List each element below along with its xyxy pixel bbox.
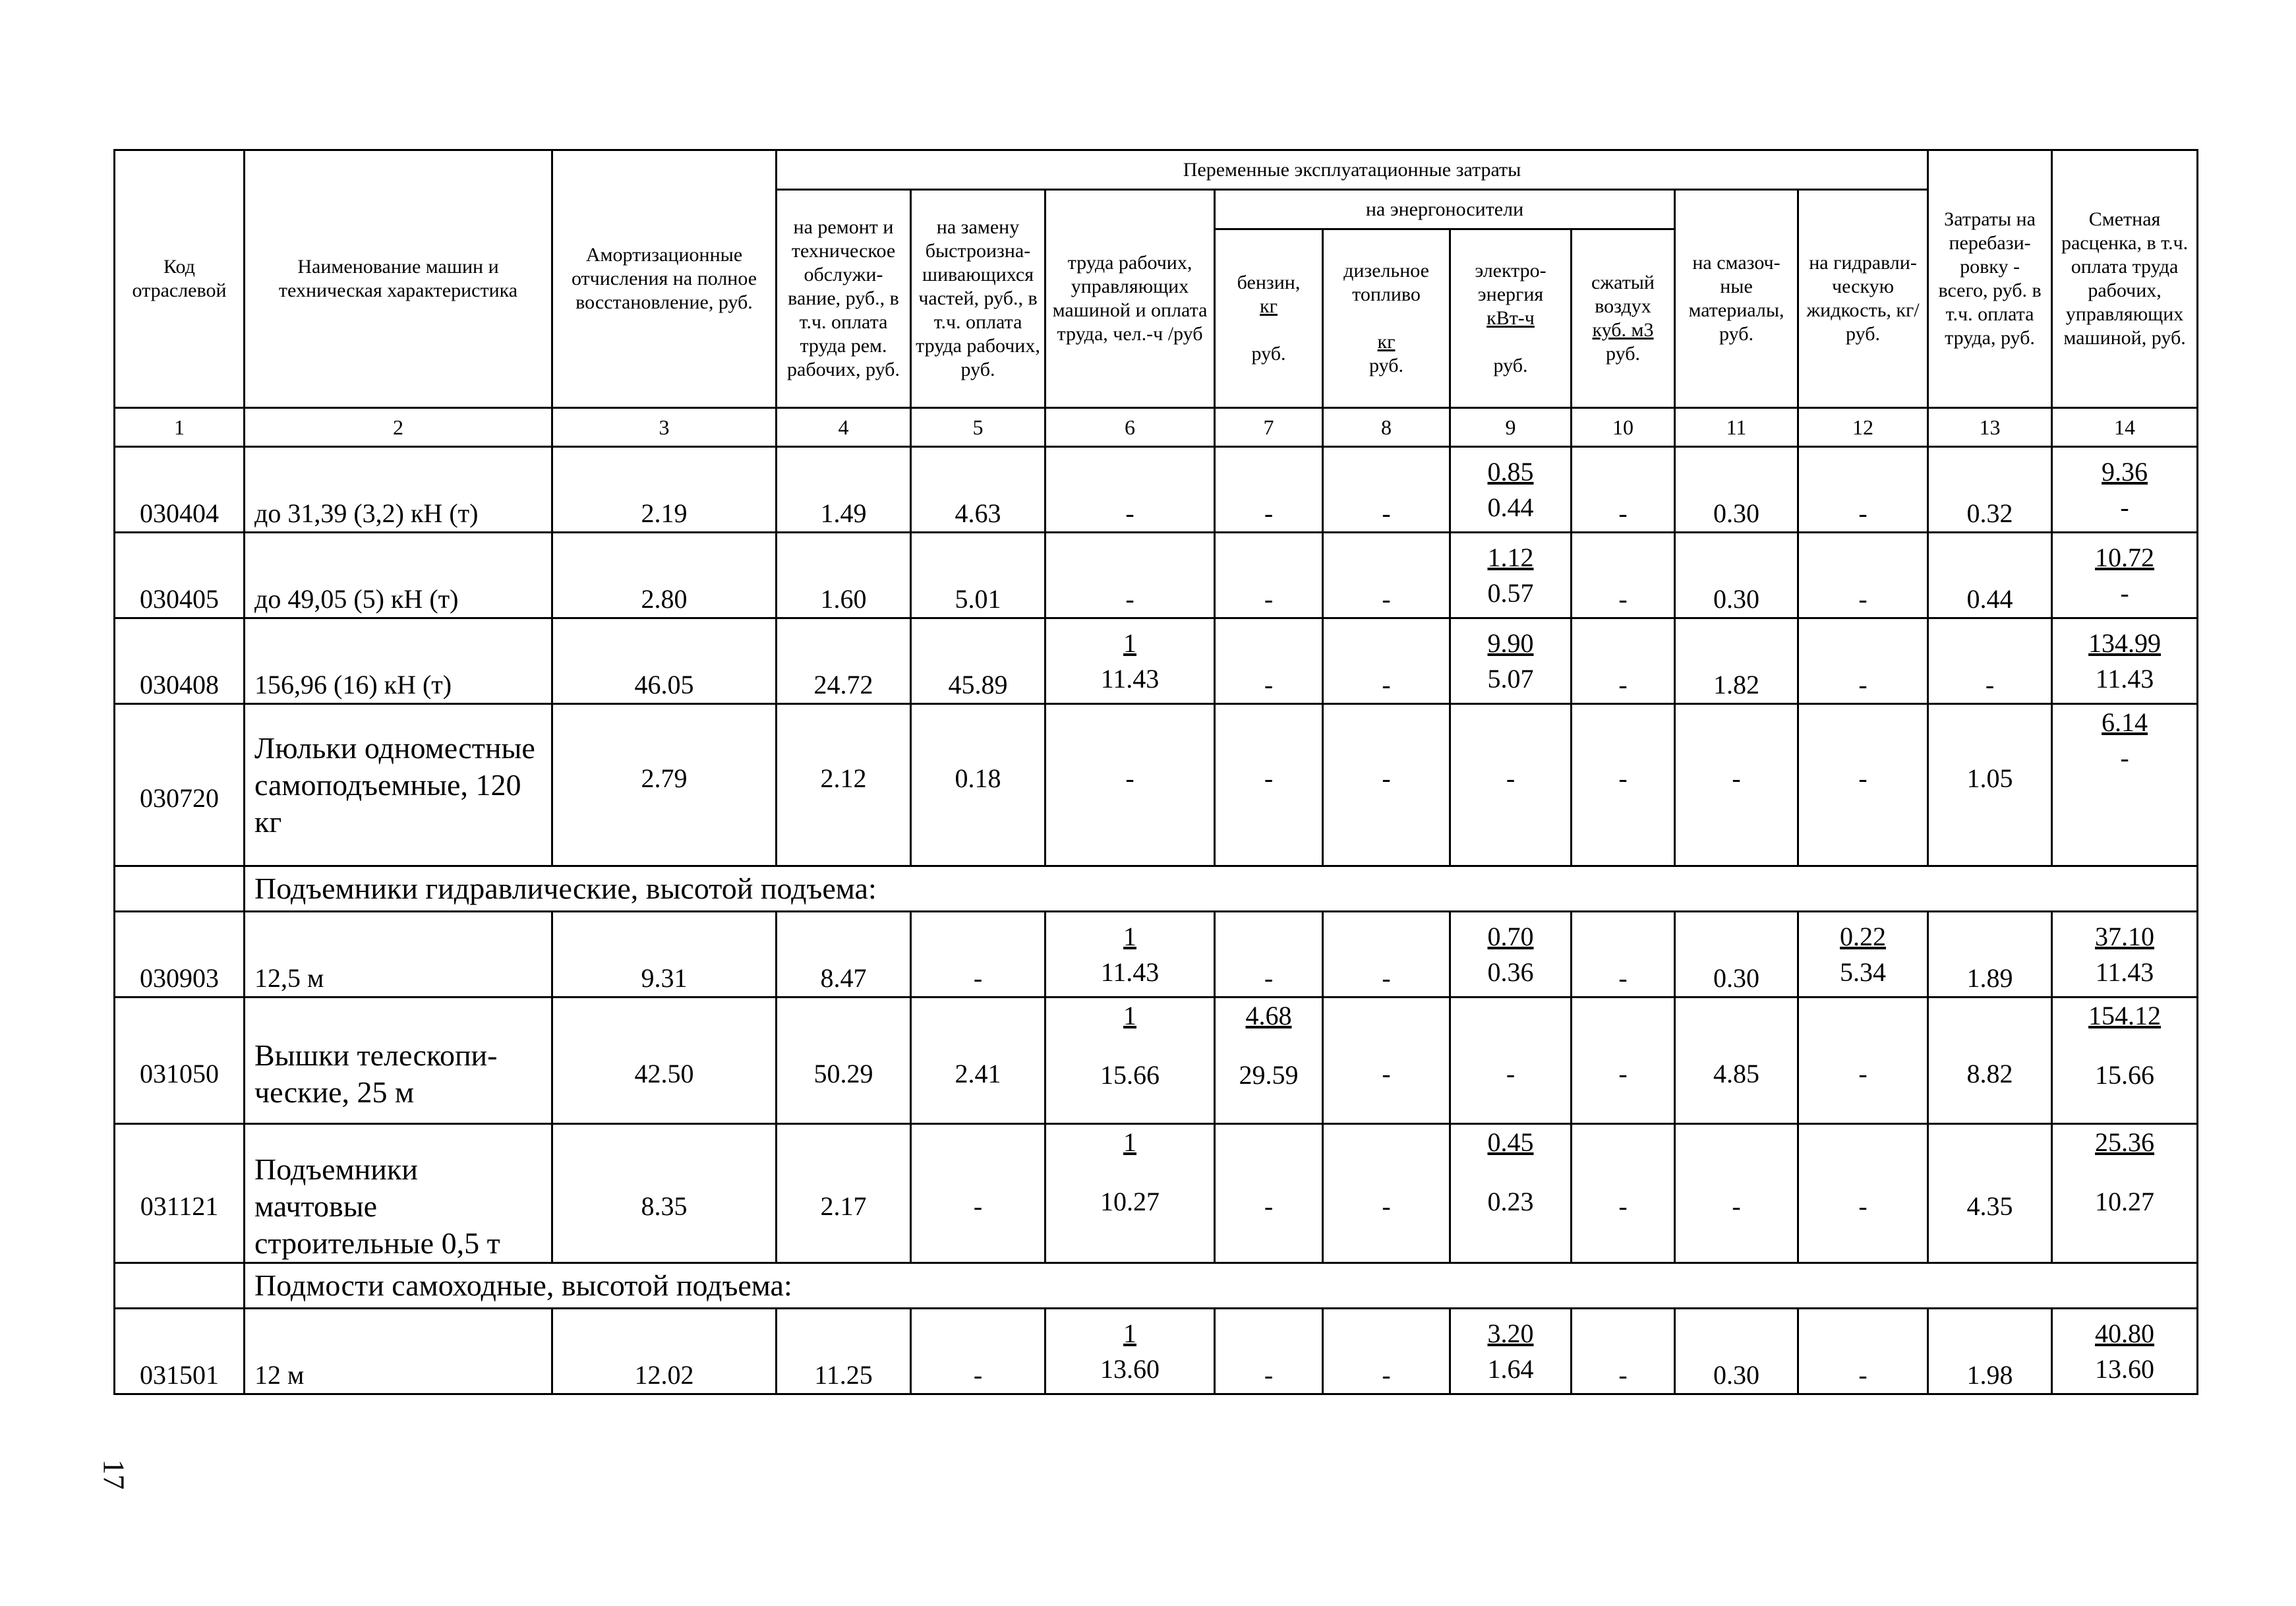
cell-hydraulic: - <box>1798 618 1928 704</box>
column-number: 1 <box>115 408 245 447</box>
header-diesel: дизельное топливо кг руб. <box>1323 229 1450 408</box>
cell-replace: - <box>911 912 1045 997</box>
cell-relocation: 1.98 <box>1928 1309 2052 1394</box>
cell-labor <box>1045 1124 1215 1263</box>
header-labor: труда рабочих, управляющих машиной и оплата труда, чел.-ч /руб <box>1045 190 1215 408</box>
cell-labor <box>1045 912 1215 997</box>
cell-estimate-bottom: - <box>2120 743 2129 773</box>
table-row <box>115 1309 2198 1394</box>
cell-labor: - <box>1045 447 1215 533</box>
cell-relocation: - <box>1928 618 2052 704</box>
cell-estimate-bottom: 15.66 <box>2095 1060 2155 1090</box>
cell-labor-top: 1 <box>1123 921 1136 951</box>
row-code: 030408 <box>115 618 245 704</box>
row-name: Вышки телескопи-ческие, 25 м <box>245 997 552 1124</box>
header-relocation: Затраты на перебази-ровку - всего, руб. в т.ч. оплата труда, руб. <box>1928 150 2052 408</box>
cell-petrol: - <box>1215 447 1323 533</box>
header-compressed-air: сжатый воздух куб. м3 руб. <box>1572 229 1675 408</box>
cell-estimate-bottom: - <box>2120 492 2129 522</box>
table-row <box>115 618 2198 704</box>
cell-electricity-top: 0.45 <box>1487 1127 1534 1157</box>
cell-electricity-top: 3.20 <box>1487 1318 1534 1348</box>
header-replace: на замену быстроизна-шивающихся частей, руб., в т.ч. оплата труда рабочих, руб. <box>911 190 1045 408</box>
cell-petrol: - <box>1215 533 1323 618</box>
cell-electricity-bottom: 0.44 <box>1487 492 1534 522</box>
table-row <box>115 912 2198 997</box>
column-number: 8 <box>1323 408 1450 447</box>
cell-diesel: - <box>1323 533 1450 618</box>
cell-labor <box>1045 618 1215 704</box>
row-code: 030903 <box>115 912 245 997</box>
cell-diesel: - <box>1323 447 1450 533</box>
cell-diesel: - <box>1323 618 1450 704</box>
cell-hydraulic: - <box>1798 704 1928 866</box>
column-number: 13 <box>1928 408 2052 447</box>
cell-lubricants: - <box>1675 704 1798 866</box>
empty-cell <box>115 1263 245 1309</box>
cell-compressed-air: - <box>1572 704 1675 866</box>
column-number: 4 <box>777 408 911 447</box>
cell-lubricants: 0.30 <box>1675 1309 1798 1394</box>
cell-amortization: 12.02 <box>552 1309 777 1394</box>
cell-estimate <box>2052 704 2198 866</box>
row-code: 031501 <box>115 1309 245 1394</box>
cell-electricity-top: 9.90 <box>1487 628 1534 658</box>
cell-hydraulic: - <box>1798 533 1928 618</box>
header-hydraulic: на гидравли-ческую жидкость, кг/руб. <box>1798 190 1928 408</box>
cell-hydraulic: - <box>1798 447 1928 533</box>
cell-amortization: 46.05 <box>552 618 777 704</box>
row-name: до 31,39 (3,2) кН (т) <box>245 447 552 533</box>
cell-lubricants: 0.30 <box>1675 912 1798 997</box>
cell-amortization: 8.35 <box>552 1124 777 1263</box>
column-number: 5 <box>911 408 1045 447</box>
header-estimate: Сметная расценка, в т.ч. оплата труда рабочих, управляющих машиной, руб. <box>2052 150 2198 408</box>
cell-repair: 2.12 <box>777 704 911 866</box>
cell-electricity <box>1450 1309 1572 1394</box>
cell-repair: 50.29 <box>777 997 911 1124</box>
cell-relocation: 0.44 <box>1928 533 2052 618</box>
cell-estimate-top: 134.99 <box>2088 628 2162 658</box>
column-number: 3 <box>552 408 777 447</box>
column-number: 12 <box>1798 408 1928 447</box>
cell-diesel: - <box>1323 1124 1450 1263</box>
cell-replace: 5.01 <box>911 533 1045 618</box>
cell-electricity-top: 0.70 <box>1487 921 1534 951</box>
column-number: 6 <box>1045 408 1215 447</box>
cell-replace: 4.63 <box>911 447 1045 533</box>
column-number: 7 <box>1215 408 1323 447</box>
cell-labor-top: 1 <box>1123 1127 1136 1157</box>
cell-estimate-top: 154.12 <box>2088 1001 2162 1030</box>
cell-replace: - <box>911 1309 1045 1394</box>
cell-petrol-bottom: 29.59 <box>1239 1060 1299 1090</box>
cell-hydraulic: - <box>1798 1124 1928 1263</box>
cell-petrol: - <box>1215 618 1323 704</box>
cell-petrol <box>1215 997 1323 1124</box>
cell-estimate <box>2052 997 2198 1124</box>
row-code: 030405 <box>115 533 245 618</box>
cell-labor-top: 1 <box>1123 1318 1136 1348</box>
cell-estimate-top: 40.80 <box>2095 1318 2155 1348</box>
cell-diesel: - <box>1323 1309 1450 1394</box>
cell-estimate-bottom: 13.60 <box>2095 1353 2155 1384</box>
cell-labor-top: 1 <box>1123 628 1136 658</box>
cell-electricity-bottom: 1.64 <box>1487 1353 1534 1384</box>
cell-amortization: 2.79 <box>552 704 777 866</box>
cell-labor-bottom: 11.43 <box>1100 663 1160 694</box>
cell-electricity-bottom: 0.57 <box>1487 578 1534 608</box>
cell-petrol-top: 4.68 <box>1245 1001 1292 1030</box>
cell-petrol: - <box>1215 912 1323 997</box>
cell-lubricants: 0.30 <box>1675 533 1798 618</box>
cell-repair: 11.25 <box>777 1309 911 1394</box>
cell-compressed-air: - <box>1572 912 1675 997</box>
cell-labor <box>1045 1309 1215 1394</box>
table-row <box>115 1124 2198 1263</box>
cell-electricity-top: 0.85 <box>1487 456 1534 487</box>
cell-relocation: 4.35 <box>1928 1124 2052 1263</box>
row-code: 030404 <box>115 447 245 533</box>
table-row <box>115 997 2198 1124</box>
cell-compressed-air: - <box>1572 533 1675 618</box>
header-electricity: электро-энергия кВт-ч руб. <box>1450 229 1572 408</box>
column-number: 10 <box>1572 408 1675 447</box>
cell-lubricants: - <box>1675 1124 1798 1263</box>
header-amortization: Амортизационные отчисления на полное восстановление, руб. <box>552 150 777 408</box>
cell-replace: 0.18 <box>911 704 1045 866</box>
column-number: 2 <box>245 408 552 447</box>
row-name: до 49,05 (5) кН (т) <box>245 533 552 618</box>
cell-estimate-top: 37.10 <box>2095 921 2155 951</box>
row-code: 031050 <box>115 997 245 1124</box>
cell-estimate-bottom: 11.43 <box>2095 663 2154 694</box>
cell-estimate <box>2052 618 2198 704</box>
cell-labor-bottom: 13.60 <box>1100 1353 1160 1384</box>
row-code: 031121 <box>115 1124 245 1263</box>
header-variable-costs: Переменные эксплуатационные затраты <box>777 150 1928 190</box>
cell-relocation: 0.32 <box>1928 447 2052 533</box>
cell-estimate-top: 9.36 <box>2102 456 2148 487</box>
header-name: Наименование машин и техническая характеристика <box>245 150 552 408</box>
cell-electricity-bottom: 0.23 <box>1487 1187 1534 1216</box>
header-code: Код отраслевой <box>115 150 245 408</box>
cell-labor-top: 1 <box>1123 1001 1136 1030</box>
cell-lubricants: 1.82 <box>1675 618 1798 704</box>
cell-labor-bottom: 11.43 <box>1100 957 1160 987</box>
cell-amortization: 2.19 <box>552 447 777 533</box>
machine-cost-table <box>113 149 2198 1395</box>
cell-compressed-air: - <box>1572 997 1675 1124</box>
cell-estimate-top: 6.14 <box>2102 707 2148 737</box>
column-number: 11 <box>1675 408 1798 447</box>
column-number: 9 <box>1450 408 1572 447</box>
cell-relocation: 1.89 <box>1928 912 2052 997</box>
cell-labor-bottom: 10.27 <box>1100 1187 1160 1216</box>
cell-replace: 45.89 <box>911 618 1045 704</box>
cell-electricity <box>1450 1124 1572 1263</box>
cell-lubricants: 4.85 <box>1675 997 1798 1124</box>
cell-estimate-top: 25.36 <box>2095 1127 2155 1157</box>
cell-estimate <box>2052 912 2198 997</box>
cell-electricity-top: 1.12 <box>1487 542 1534 572</box>
cell-estimate-bottom: 11.43 <box>2095 957 2154 987</box>
header-repair: на ремонт и техническое обслужи-вание, руб., в т.ч. оплата труда рем. рабочих, руб. <box>777 190 911 408</box>
cell-hydraulic: - <box>1798 1309 1928 1394</box>
row-name: Люльки одноместные самоподъемные, 120 кг <box>245 704 552 866</box>
section-heading: Подмости самоходные, высотой подъема: <box>245 1263 2198 1309</box>
cell-relocation: 1.05 <box>1928 704 2052 866</box>
section-row <box>115 866 2198 912</box>
cell-electricity <box>1450 912 1572 997</box>
cell-electricity <box>1450 447 1572 533</box>
cell-relocation: 8.82 <box>1928 997 2052 1124</box>
cell-lubricants: 0.30 <box>1675 447 1798 533</box>
header-lubricants: на смазоч-ные материалы, руб. <box>1675 190 1798 408</box>
cell-repair: 1.60 <box>777 533 911 618</box>
cell-replace: 2.41 <box>911 997 1045 1124</box>
cell-amortization: 2.80 <box>552 533 777 618</box>
header-petrol: бензин, кг руб. <box>1215 229 1323 408</box>
row-code: 030720 <box>115 704 245 866</box>
section-heading: Подъемники гидравлические, высотой подъема: <box>245 866 2198 912</box>
cell-labor <box>1045 997 1215 1124</box>
table-row <box>115 533 2198 618</box>
cell-electricity-bottom: 5.07 <box>1487 663 1534 694</box>
page-number: 17 <box>97 1459 131 1490</box>
cell-estimate <box>2052 447 2198 533</box>
cell-repair: 1.49 <box>777 447 911 533</box>
cell-electricity: - <box>1450 704 1572 866</box>
cell-estimate <box>2052 1124 2198 1263</box>
table-row <box>115 447 2198 533</box>
empty-cell <box>115 866 245 912</box>
cell-diesel: - <box>1323 912 1450 997</box>
cell-hydraulic-bottom: 5.34 <box>1840 957 1887 987</box>
cell-estimate-top: 10.72 <box>2095 542 2155 572</box>
cell-hydraulic-top: 0.22 <box>1840 921 1887 951</box>
row-name: 12,5 м <box>245 912 552 997</box>
cell-diesel: - <box>1323 997 1450 1124</box>
cell-estimate-bottom: - <box>2120 578 2129 608</box>
cell-labor-bottom: 15.66 <box>1100 1060 1160 1090</box>
table-row <box>115 704 2198 866</box>
cell-petrol: - <box>1215 1124 1323 1263</box>
cell-diesel: - <box>1323 704 1450 866</box>
cell-estimate <box>2052 533 2198 618</box>
cell-repair: 8.47 <box>777 912 911 997</box>
cell-compressed-air: - <box>1572 1309 1675 1394</box>
row-name: Подъемники мачтовые строительные 0,5 т <box>245 1124 552 1263</box>
cell-compressed-air: - <box>1572 1124 1675 1263</box>
column-number: 14 <box>2052 408 2198 447</box>
cell-electricity: - <box>1450 997 1572 1124</box>
cell-repair: 24.72 <box>777 618 911 704</box>
cell-hydraulic <box>1798 912 1928 997</box>
cell-compressed-air: - <box>1572 618 1675 704</box>
row-name: 12 м <box>245 1309 552 1394</box>
section-row <box>115 1263 2198 1309</box>
cell-amortization: 9.31 <box>552 912 777 997</box>
cell-petrol: - <box>1215 704 1323 866</box>
cell-electricity <box>1450 618 1572 704</box>
cell-amortization: 42.50 <box>552 997 777 1124</box>
header-energy: на энергоносители <box>1215 190 1675 229</box>
cell-estimate-bottom: 10.27 <box>2095 1187 2155 1216</box>
cell-estimate <box>2052 1309 2198 1394</box>
cell-labor: - <box>1045 704 1215 866</box>
cell-electricity-bottom: 0.36 <box>1487 957 1534 987</box>
cell-petrol: - <box>1215 1309 1323 1394</box>
cell-replace: - <box>911 1124 1045 1263</box>
cell-hydraulic: - <box>1798 997 1928 1124</box>
row-name: 156,96 (16) кН (т) <box>245 618 552 704</box>
cell-electricity <box>1450 533 1572 618</box>
cell-labor: - <box>1045 533 1215 618</box>
cell-repair: 2.17 <box>777 1124 911 1263</box>
cell-compressed-air: - <box>1572 447 1675 533</box>
